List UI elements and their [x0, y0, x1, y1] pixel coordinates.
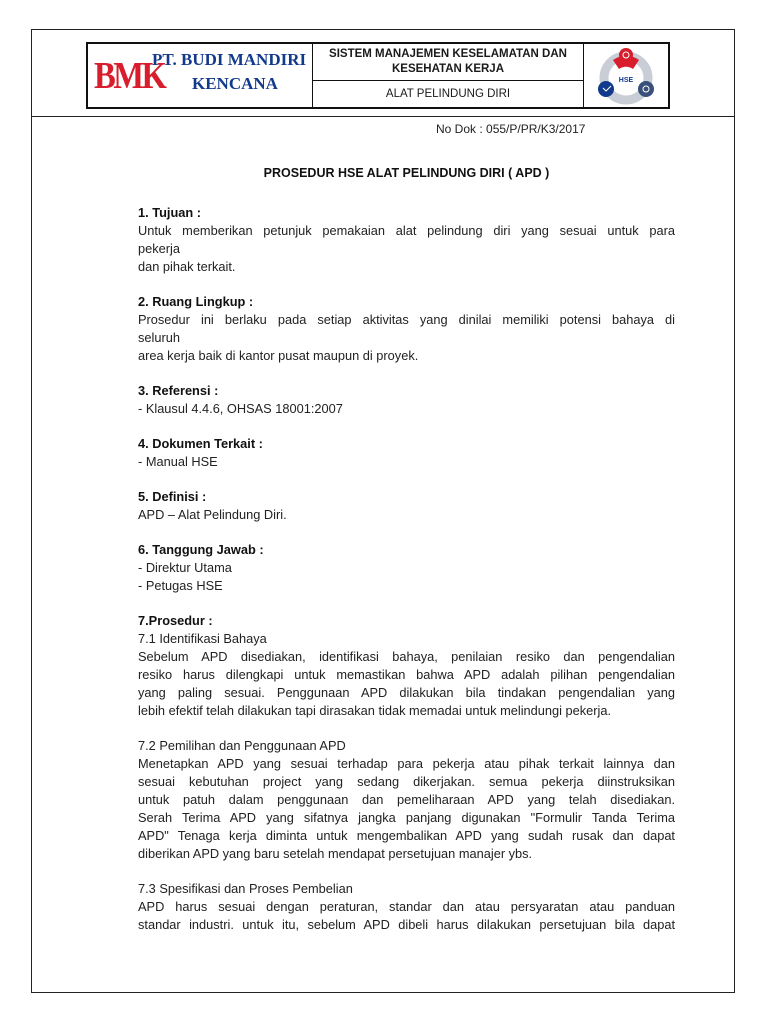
section-prosedur [138, 612, 675, 934]
document-body [138, 204, 675, 951]
body-line: APD harus sesuai dengan peraturan, standar dan atau persyaratan atau panduan [138, 899, 675, 914]
subsection-heading: 7.2 Pemilihan dan Penggunaan APD [138, 738, 346, 753]
body-line: APD – Alat Pelindung Diri. [138, 507, 287, 522]
body-line: pekerja [138, 241, 180, 256]
hse-logo-label: HSE [618, 76, 634, 84]
body-line: diberikan APD yang baru setelah mendapat persetujuan manajer ybs. [138, 846, 533, 861]
subsection-heading: 7.3 Spesifikasi dan Proses Pembelian [138, 881, 353, 896]
subsection-identifikasi-bahaya [138, 630, 675, 720]
header-divider [31, 116, 735, 117]
section-definisi [138, 488, 675, 524]
body-line: Prosedur ini berlaku pada setiap aktivitas yang dinilai memiliki potensi bahaya di [138, 312, 675, 327]
subsection-spesifikasi-pembelian [138, 880, 675, 934]
company-block [88, 44, 313, 107]
body-line: - Direktur Utama [138, 560, 232, 575]
body-line: Untuk memberikan petunjuk pemakaian alat pelindung diri yang sesuai untuk para [138, 223, 675, 238]
section-title: 6. Tanggung Jawab : [138, 542, 264, 557]
body-line: - Klausul 4.4.6, OHSAS 18001:2007 [138, 401, 343, 416]
section-tanggung-jawab [138, 541, 675, 595]
body-line: dan pihak terkait. [138, 259, 236, 274]
body-line: lebih efektif telah dilakukan tapi dirasakan tidak memadai untuk melindungi pekerja. [138, 703, 612, 718]
section-title: 7.Prosedur : [138, 613, 213, 628]
body-line: Menetapkan APD yang sesuai terhadap para pekerja atau pihak terkait lainnya dan [138, 756, 675, 771]
section-referensi [138, 382, 675, 418]
section-ruang-lingkup [138, 293, 675, 365]
body-line: sesuai kebutuhan project yang sedang dikerjakan. semua pekerja diinstruksikan [138, 774, 675, 789]
hse-logo [584, 44, 668, 107]
body-line: yang paling sesuai. Penggunaan APD dilakukan bila tindakan pengendalian yang [138, 685, 675, 700]
document-subject: ALAT PELINDUNG DIRI [385, 88, 511, 100]
subsection-pemilihan-penggunaan [138, 737, 675, 863]
section-title: 1. Tujuan : [138, 205, 202, 220]
company-logo: BMK [94, 55, 165, 97]
company-name-line1: PT. BUDI MANDIRI [152, 50, 307, 69]
body-line: - Petugas HSE [138, 578, 223, 593]
section-title: 2. Ruang Lingkup : [138, 294, 254, 309]
system-title [313, 44, 583, 81]
body-line: APD" Tenaga kerja diminta untuk mengembalikan APD yang sudah rusak dan dapat [138, 828, 675, 843]
subsection-heading: 7.1 Identifikasi Bahaya [138, 631, 267, 646]
system-title-line1: SISTEM MANAJEMEN KESELAMATAN DAN [329, 48, 567, 60]
body-line: Serah Terima APD yang sifatnya jangka panjang digunakan "Formulir Tanda Terima [138, 810, 675, 825]
system-title-line2: KESEHATAN KERJA [391, 63, 504, 75]
section-dokumen-terkait [138, 435, 675, 471]
document-header [86, 42, 670, 109]
section-title: 3. Referensi : [138, 383, 219, 398]
body-line: untuk patuh dalam penggunaan dan pemeliharaan APD yang telah disediakan. [138, 792, 675, 807]
body-line: standar industri. untuk itu, sebelum APD dibeli harus dilakukan persetujuan bila dapat [138, 917, 675, 932]
section-title: 4. Dokumen Terkait : [138, 436, 263, 451]
system-block [313, 44, 584, 107]
body-line: resiko harus dilengkapi untuk memastikan bahwa APD adalah pilihan pengendalian [138, 667, 675, 682]
body-line: seluruh [138, 330, 180, 345]
section-tujuan [138, 204, 675, 276]
hse-logo-icon [593, 47, 659, 105]
document-number: No Dok : 055/P/PR/K3/2017 [436, 122, 586, 136]
document-title: PROSEDUR HSE ALAT PELINDUNG DIRI ( APD ) [263, 166, 550, 180]
section-title: 5. Definisi : [138, 489, 207, 504]
body-line: area kerja baik di kantor pusat maupun di proyek. [138, 348, 419, 363]
body-line: Sebelum APD disediakan, identifikasi bahaya, penilaian resiko dan pengendalian [138, 649, 675, 664]
body-line: - Manual HSE [138, 454, 218, 469]
company-name-line2: KENCANA [192, 74, 278, 93]
